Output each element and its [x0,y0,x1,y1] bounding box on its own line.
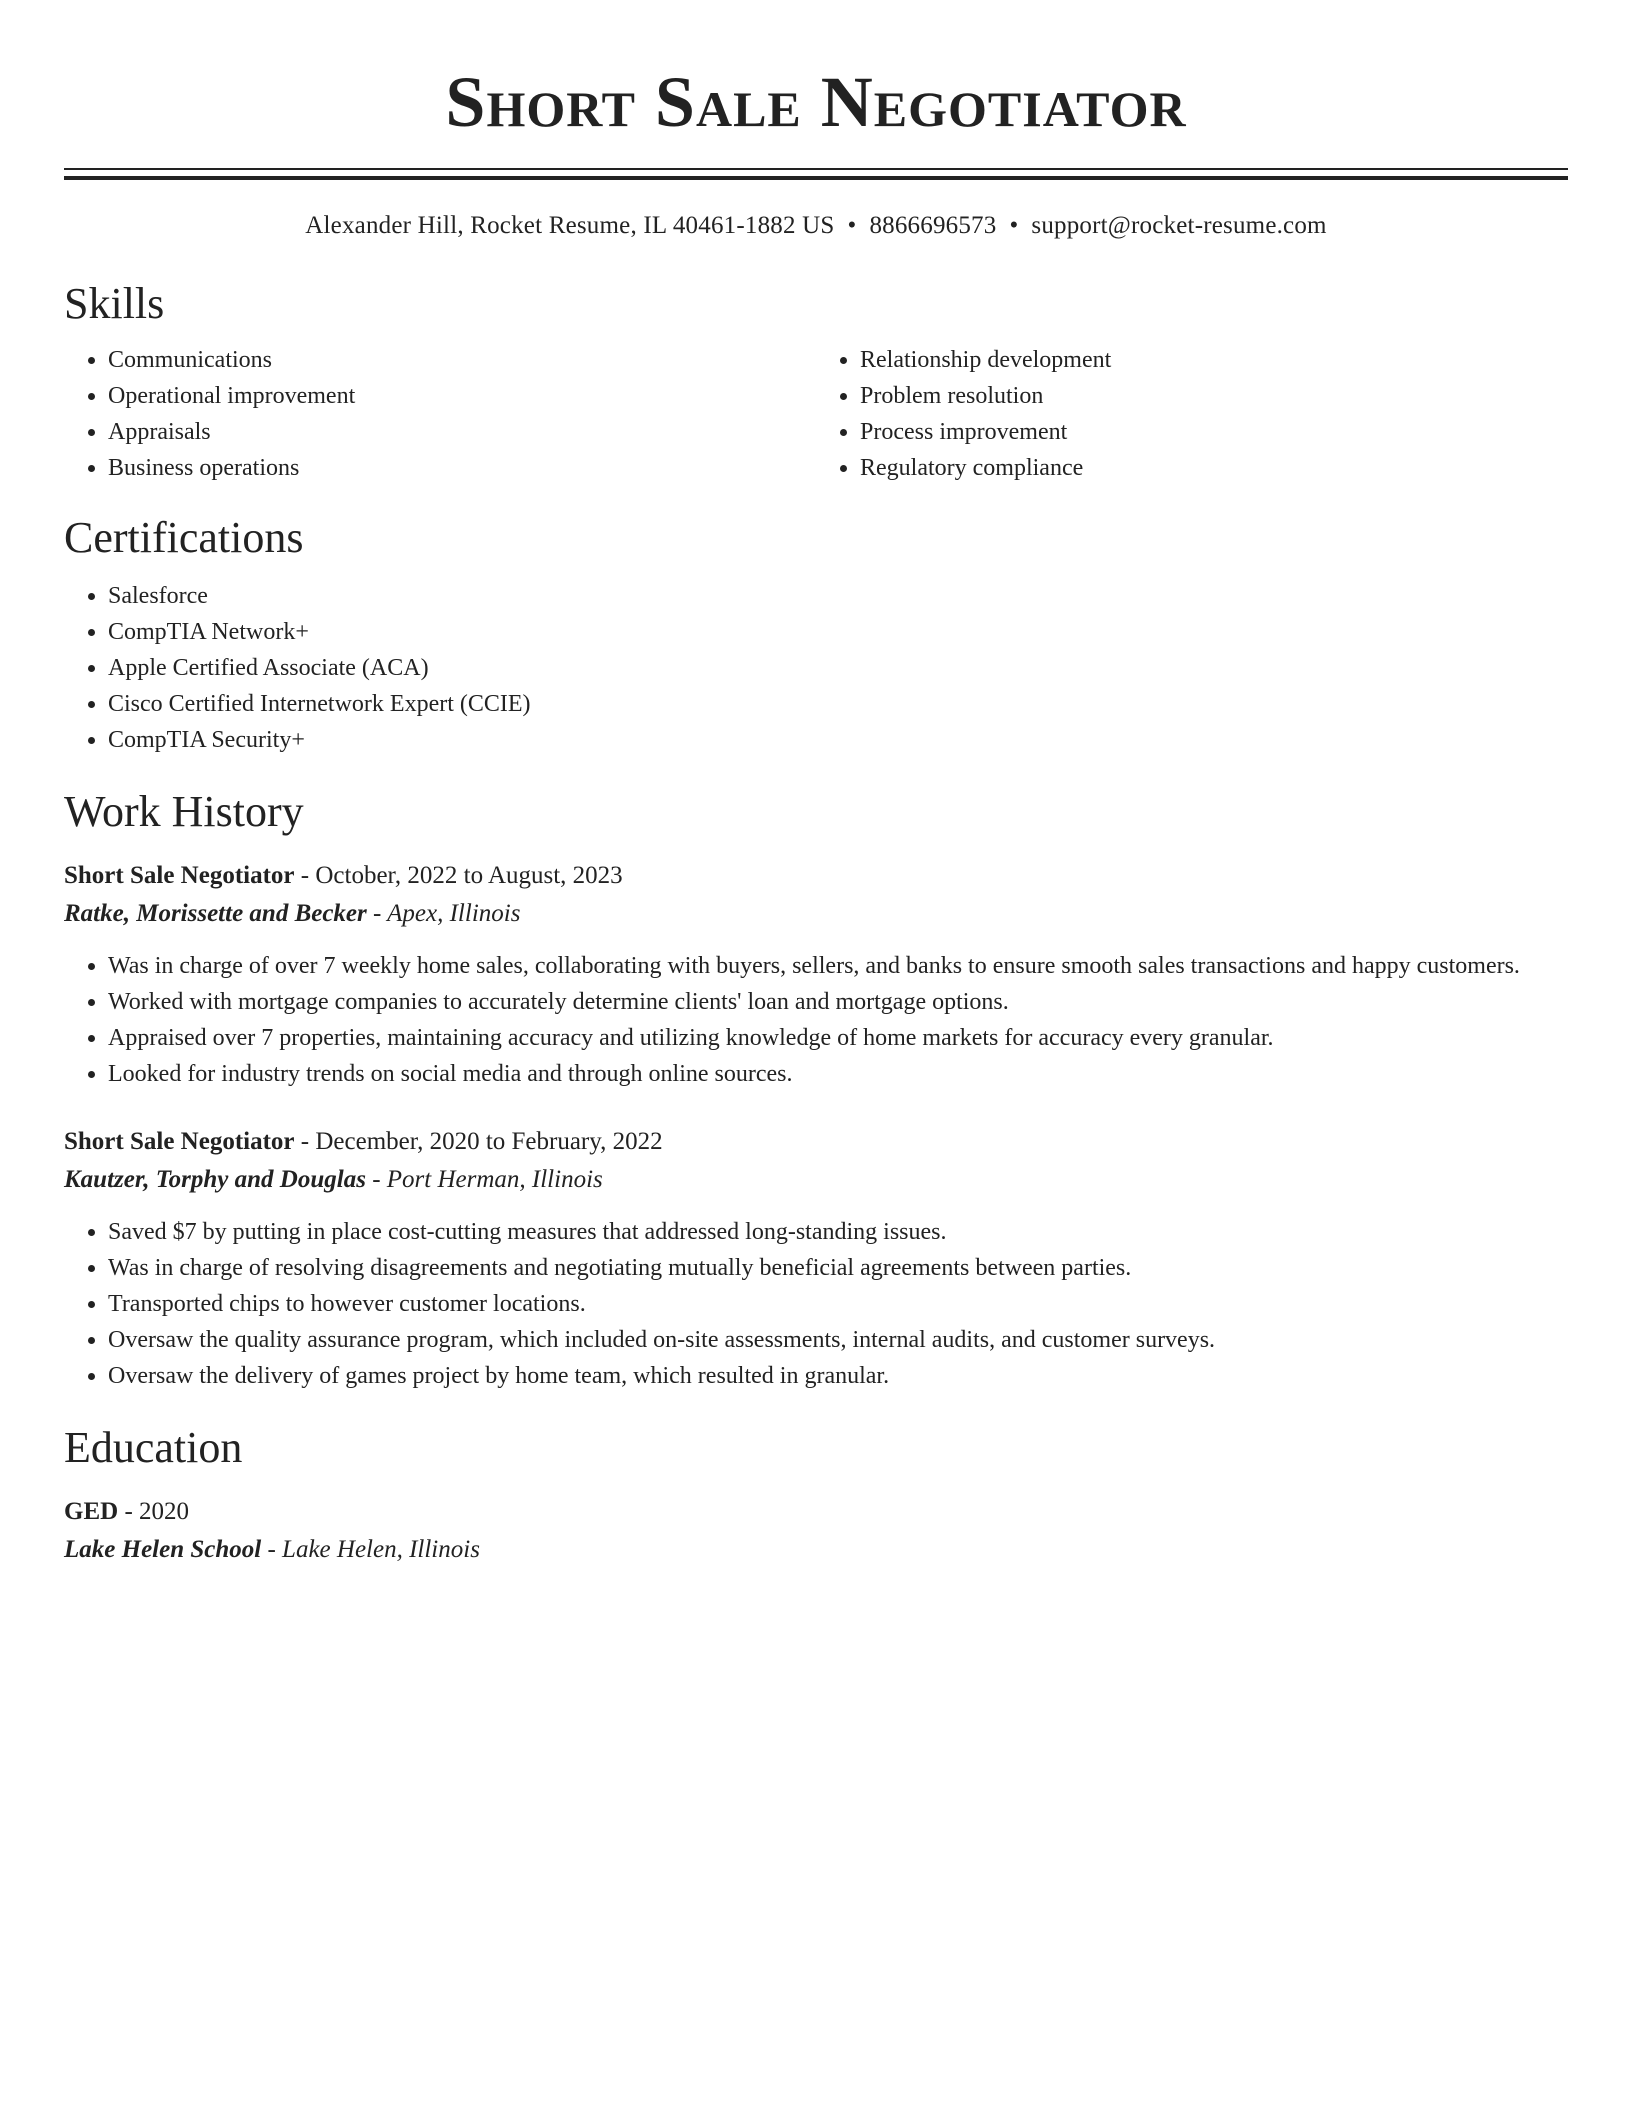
skill-item: • Process improvement [860,414,1568,450]
contact-separator: • [847,212,857,239]
job-title: Short Sale Negotiator [64,862,295,889]
job-title: Short Sale Negotiator [64,1128,295,1155]
title-divider-thick [64,176,1568,180]
job-bullets [64,948,1568,1092]
job-bullets [64,1214,1568,1394]
skill-item: • Business operations [108,450,816,486]
job-bullet: • Transported chips to however customer locations. [108,1286,1568,1322]
title-divider-thin [64,168,1568,170]
skill-item: • Appraisals [108,414,816,450]
job-bullet: • Appraised over 7 properties, maintaining accuracy and utilizing knowledge of home markets for accuracy every granular. [108,1020,1568,1056]
education-degree-line [64,1494,1568,1530]
education-school: Lake Helen School [64,1536,262,1563]
education-year: - 2020 [118,1498,190,1525]
job-company-line [64,894,1568,934]
resume-page [64,0,1568,1570]
skill-item: • Relationship development [860,342,1568,378]
certification-item: • CompTIA Network+ [108,614,1568,650]
resume-title: Short Sale Negotiator [445,62,1187,142]
job-company: Ratke, Morissette and Becker [64,900,367,927]
contact-email: support@rocket-resume.com [1031,212,1327,239]
skills-list-left [64,342,816,486]
job-entry [64,858,1568,1092]
skill-item: • Communications [108,342,816,378]
skills-columns [64,342,1568,486]
skill-item: • Problem resolution [860,378,1568,414]
contact-address: Alexander Hill, Rocket Resume, IL 40461-1882 US [305,212,835,239]
certifications-list [64,578,1568,758]
skill-item: • Regulatory compliance [860,450,1568,486]
job-company-line [64,1160,1568,1200]
skills-heading: Skills [64,279,165,328]
job-title-line [64,1124,1568,1160]
skills-list-right [816,342,1568,486]
job-entry [64,1124,1568,1394]
certifications-heading: Certifications [64,513,304,562]
job-bullet: • Oversaw the delivery of games project by home team, which resulted in granular. [108,1358,1568,1394]
job-bullet: • Worked with mortgage companies to accurately determine clients' loan and mortgage options. [108,984,1568,1020]
job-title-line [64,858,1568,894]
contact-line [64,210,1568,242]
contact-separator: • [1009,212,1019,239]
education-school-line [64,1530,1568,1570]
job-location: - Apex, Illinois [366,900,521,927]
job-bullet: • Was in charge of over 7 weekly home sales, collaborating with buyers, sellers, and banks to ensure smooth sales transactions and happy customers. [108,948,1568,984]
certification-item: • Apple Certified Associate (ACA) [108,650,1568,686]
job-bullet: • Was in charge of resolving disagreements and negotiating mutually beneficial agreements between parties. [108,1250,1568,1286]
job-company: Kautzer, Torphy and Douglas [64,1166,366,1193]
job-location: - Port Herman, Illinois [365,1166,603,1193]
education-location: - Lake Helen, Illinois [261,1536,480,1563]
work-history-heading: Work History [64,787,304,836]
job-dates: - December, 2020 to February, 2022 [294,1128,663,1155]
certification-item: • CompTIA Security+ [108,722,1568,758]
job-bullet: • Looked for industry trends on social media and through online sources. [108,1056,1568,1092]
job-bullet: • Oversaw the quality assurance program, which included on-site assessments, internal audits, and customer surveys. [108,1322,1568,1358]
contact-phone: 8866696573 [869,212,997,239]
job-dates: - October, 2022 to August, 2023 [294,862,623,889]
skill-item: • Operational improvement [108,378,816,414]
certification-item: • Cisco Certified Internetwork Expert (CCIE) [108,686,1568,722]
education-degree: GED [64,1498,119,1525]
certification-item: • Salesforce [108,578,1568,614]
education-heading: Education [64,1423,243,1472]
job-bullet: • Saved $7 by putting in place cost-cutting measures that addressed long-standing issues. [108,1214,1568,1250]
